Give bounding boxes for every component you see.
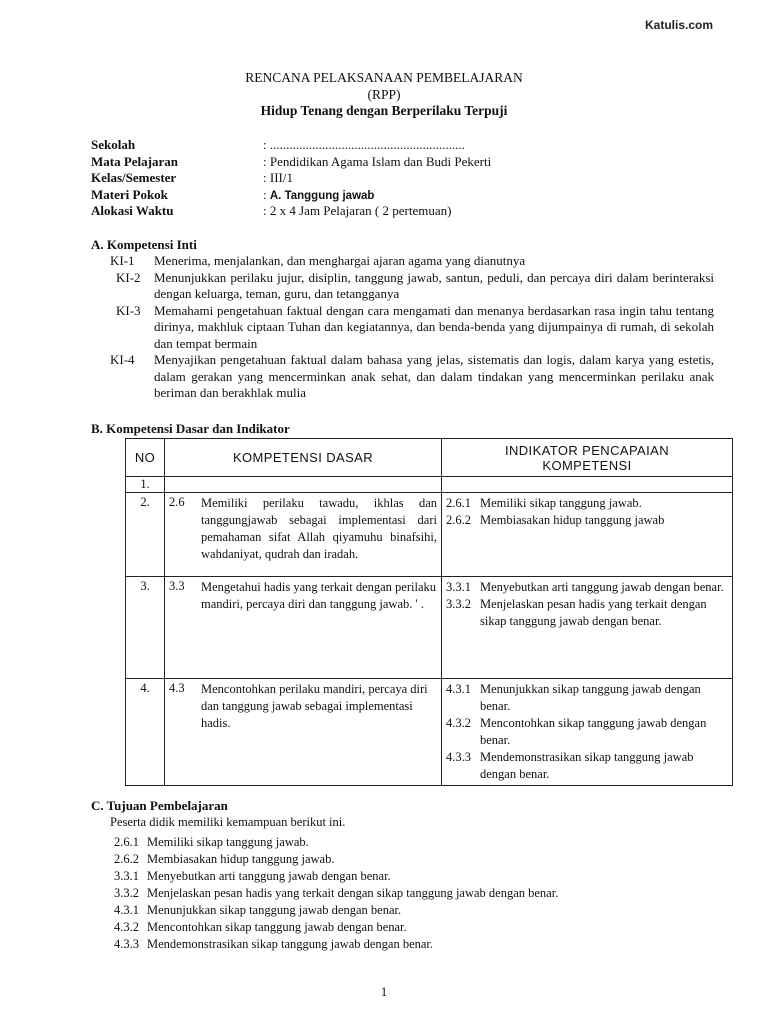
list-item-number: 3.3.2 — [114, 886, 139, 900]
identity-block — [91, 137, 491, 220]
indicator-item — [446, 749, 728, 783]
ki-code: KI-3 — [116, 302, 141, 318]
info-value: : Pendidikan Agama Islam dan Budi Pekerti — [263, 153, 492, 169]
info-row-mata-pelajaran — [91, 154, 491, 171]
kd-text: Mencontohkan perilaku mandiri, percaya diri dan tanggung jawab sebagai implementasi hadis. — [201, 682, 428, 730]
indicator-text: Membiasakan hidup tanggung jawab — [480, 513, 665, 527]
info-label: Alokasi Waktu — [91, 203, 174, 218]
row-indicators — [442, 477, 733, 493]
kd-text: Mengetahui hadis yang terkait dengan perilaku mandiri, percaya diri dan tanggung jawab. ' . — [201, 580, 436, 611]
indicator-text: Memiliki sikap tanggung jawab. — [480, 496, 642, 510]
indicator-number: 2.6.1 — [446, 496, 471, 510]
title-line-1: RENCANA PELAKSANAAN PEMBELAJARAN — [245, 70, 523, 85]
info-row-alokasi-waktu — [91, 203, 491, 220]
list-item-text: Menunjukkan sikap tanggung jawab dengan benar. — [147, 903, 402, 917]
list-item — [114, 851, 558, 868]
kd-content — [169, 681, 437, 732]
header-indikator — [442, 439, 733, 477]
row-no: 4. — [126, 679, 165, 786]
ki-code: KI-1 — [110, 253, 135, 268]
list-item-number: 4.3.3 — [114, 937, 139, 951]
row-no: 1. — [126, 477, 165, 493]
kd-number: 2.6 — [169, 495, 185, 509]
header-indikator-line1: INDIKATOR PENCAPAIAN — [504, 442, 670, 458]
indicator-number: 3.3.1 — [446, 580, 471, 594]
row-no: 3. — [126, 577, 165, 679]
section-a-heading: A. Kompetensi Inti — [91, 237, 197, 252]
page-number: 1 — [380, 984, 388, 999]
header-indikator-line2: KOMPETENSI — [542, 457, 632, 473]
indicator-text: Menyebutkan arti tanggung jawab dengan benar. — [480, 580, 724, 594]
info-value: : 2 x 4 Jam Pelajaran ( 2 pertemuan) — [263, 203, 452, 218]
kd-text: Memiliki perilaku tawadu, ikhlas dan tanggungjawab sebagai implementasi dari pemahaman sifat Allah qiyamuhu binafsihi, wahdaniyat, qudrah dan iradah. — [201, 496, 437, 561]
info-value: : III/1 — [263, 170, 293, 185]
kd-number: 3.3 — [169, 579, 185, 593]
info-label: Kelas/Semester — [91, 170, 177, 185]
info-value-prefix: : — [263, 186, 270, 202]
info-row-materi-pokok — [91, 187, 491, 204]
ki-item — [110, 303, 714, 353]
ki-text: Memahami pengetahuan faktual dengan cara mengamati dan menanya berdasarkan rasa ingin tahu tentang dirinya, makhluk ciptaan Tuhan dan kegiatannya, dan benda-benda yang dijumpainya di rumah, di sekolah dan tempat bermain — [154, 302, 714, 351]
watermark: Katulis.com — [644, 18, 713, 32]
list-item-text: Memiliki sikap tanggung jawab. — [147, 835, 309, 849]
ki-code: KI-4 — [110, 352, 135, 367]
info-value — [263, 187, 374, 204]
indicator-text: Menunjukkan sikap tanggung jawab dengan benar. — [480, 682, 701, 713]
list-item-number: 4.3.2 — [114, 920, 139, 934]
indicator-text: Menjelaskan pesan hadis yang terkait dengan sikap tanggung jawab dengan benar. — [480, 597, 707, 628]
info-row-sekolah — [91, 137, 491, 154]
list-item-text: Membiasakan hidup tanggung jawab. — [147, 852, 335, 866]
list-item-text: Menjelaskan pesan hadis yang terkait dengan sikap tanggung jawab dengan benar. — [147, 886, 559, 900]
title-line-3: Hidup Tenang dengan Berperilaku Terpuji — [260, 103, 508, 118]
indicator-item — [446, 715, 728, 749]
list-item — [114, 868, 558, 885]
section-b-heading: B. Kompetensi Dasar dan Indikator — [91, 421, 290, 436]
indicator-number: 2.6.2 — [446, 513, 471, 527]
info-label: Mata Pelajaran — [91, 153, 179, 169]
indicator-text: Mencontohkan sikap tanggung jawab dengan benar. — [480, 716, 707, 747]
row-kd — [165, 679, 442, 786]
indicator-item — [446, 495, 728, 512]
row-kd — [165, 577, 442, 679]
list-item — [114, 885, 558, 902]
info-row-kelas-semester — [91, 170, 491, 187]
document-title — [0, 70, 768, 120]
ki-item — [110, 352, 714, 402]
ki-item — [110, 253, 714, 270]
row-no: 2. — [126, 493, 165, 577]
list-item-number: 3.3.1 — [114, 869, 139, 883]
row-kd — [165, 493, 442, 577]
ki-item — [110, 270, 714, 303]
indicator-item — [446, 681, 728, 715]
list-item — [114, 902, 558, 919]
list-item-number: 2.6.1 — [114, 835, 139, 849]
table-row — [126, 477, 733, 493]
tujuan-intro: Peserta didik memiliki kemampuan berikut ini. — [110, 815, 346, 829]
indicator-item — [446, 596, 728, 630]
row-indicators — [442, 679, 733, 786]
list-item — [114, 919, 558, 936]
section-c-heading: C. Tujuan Pembelajaran — [91, 798, 228, 813]
list-item-text: Mencontohkan sikap tanggung jawab dengan benar. — [147, 920, 407, 934]
header-no: NO — [126, 439, 165, 477]
tujuan-list — [114, 834, 558, 953]
kd-content — [169, 495, 437, 563]
list-item — [114, 936, 558, 953]
kd-number: 4.3 — [169, 681, 185, 695]
ki-text: Menyajikan pengetahuan faktual dalam bahasa yang jelas, sistematis dan logis, dalam karya yang estetis, dalam gerakan yang mencerminkan anak sehat, dan dalam tindakan yang mencerminkan perilaku anak beriman dan berakhlak mulia — [154, 352, 714, 400]
info-value: : ............................................................ — [263, 137, 465, 152]
list-item — [114, 834, 558, 851]
kompetensi-inti-list — [110, 253, 714, 402]
row-indicators — [442, 493, 733, 577]
kompetensi-table — [125, 438, 733, 786]
indicator-item — [446, 512, 728, 529]
list-item-number: 4.3.1 — [114, 903, 139, 917]
indicator-item — [446, 579, 728, 596]
indicator-number: 4.3.3 — [446, 750, 471, 764]
ki-code: KI-2 — [116, 269, 141, 285]
info-value-bold: A. Tanggung jawab — [269, 189, 375, 202]
row-kd — [165, 477, 442, 493]
indicator-number: 3.3.2 — [446, 597, 471, 611]
info-label: Sekolah — [91, 137, 136, 152]
table-row — [126, 493, 733, 577]
ki-text: Menerima, menjalankan, dan menghargai ajaran agama yang dianutnya — [154, 253, 526, 268]
list-item-text: Menyebutkan arti tanggung jawab dengan benar. — [147, 869, 391, 883]
list-item-text: Mendemonstrasikan sikap tanggung jawab dengan benar. — [147, 937, 434, 951]
indicator-number: 4.3.2 — [446, 716, 471, 730]
indicator-number: 4.3.1 — [446, 682, 471, 696]
table-row — [126, 577, 733, 679]
row-indicators — [442, 577, 733, 679]
ki-text: Menunjukkan perilaku jujur, disiplin, tanggung jawab, santun, peduli, dan percaya diri dalam berinteraksi dengan keluarga, teman, guru, dan tetangganya — [154, 269, 714, 301]
table-header-row — [126, 439, 733, 477]
title-line-2: (RPP) — [367, 86, 401, 102]
indicator-text: Mendemonstrasikan sikap tanggung jawab dengan benar. — [480, 750, 694, 781]
kd-content — [169, 579, 437, 613]
table-row — [126, 679, 733, 786]
header-kompetensi-dasar: KOMPETENSI DASAR — [165, 439, 442, 477]
list-item-number: 2.6.2 — [114, 852, 139, 866]
info-label: Materi Pokok — [91, 186, 168, 202]
